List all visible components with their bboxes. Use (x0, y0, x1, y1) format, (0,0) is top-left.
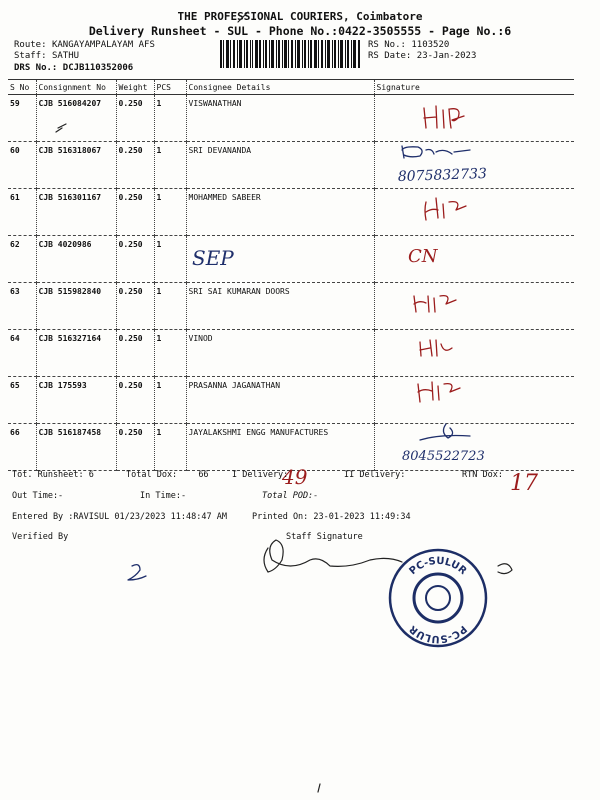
col-sno: S No (8, 80, 36, 95)
verifier-signature (128, 565, 146, 580)
cell-sno: 64 (8, 330, 36, 377)
stamp-text-bottom: PC-SULUR (407, 622, 469, 645)
cell-consignee: PRASANNA JAGANATHAN (186, 377, 374, 424)
total-pod: Total POD:- (262, 491, 319, 501)
rs-no-label: RS No.: (368, 40, 406, 50)
pc-sulur-stamp (386, 546, 490, 650)
cell-sno: 59 (8, 95, 36, 142)
handwritten-phone-row8: 8045522723 (402, 449, 485, 464)
cell-consignee: VISWANATHAN (186, 95, 374, 142)
cell-consignment: CJB 516301167 (36, 189, 116, 236)
cell-pcs: 1 (154, 189, 186, 236)
summary-tot-runsheet (12, 470, 94, 480)
staff-label: Staff: (14, 51, 47, 61)
total-dox-value: 66 (198, 470, 209, 480)
staff-signature-scribble (264, 540, 402, 572)
stray-mark (56, 124, 66, 132)
handwritten-signature-row6 (420, 340, 452, 356)
cell-sno: 65 (8, 377, 36, 424)
cell-consignee: VINOD (186, 330, 374, 377)
cell-consignment: CJB 516318067 (36, 142, 116, 189)
summary-rtn-dox: RTN Dox: (462, 470, 503, 480)
cell-pcs: 1 (154, 283, 186, 330)
entered-by: Entered By :RAVISUL 01/23/2023 11:48:47 AM (12, 512, 227, 522)
cell-pcs: 1 (154, 236, 186, 283)
handwritten-signature-row7 (418, 382, 460, 402)
verified-by: Verified By (12, 532, 69, 542)
cell-pcs: 1 (154, 330, 186, 377)
cell-sno: 62 (8, 236, 36, 283)
handwritten-rtn-dox: 17 (510, 471, 538, 496)
in-time: In Time:- (140, 491, 187, 501)
cell-sno: 61 (8, 189, 36, 236)
route-label: Route: (14, 40, 47, 50)
handwritten-phone-row2: 8075832733 (397, 165, 488, 185)
handwritten-signature-row3 (425, 198, 466, 220)
cell-weight: 0.250 (116, 236, 154, 283)
rs-no-value: 1103520 (411, 40, 450, 50)
cell-sno: 66 (8, 424, 36, 471)
stamp-text-top: PC-SULUR (407, 555, 469, 578)
stamp-scribble (498, 564, 512, 574)
route-value: KANGAYAMPALAYAM AFS (51, 40, 155, 50)
rs-date-value: 23-Jan-2023 (416, 51, 477, 61)
tot-runsheet-value: 6 (88, 470, 94, 480)
cell-weight: 0.250 (116, 424, 154, 471)
runsheet-subtitle: Delivery Runsheet - SUL - Phone No.:0422-3505555 - Page No.:6 (88, 24, 512, 38)
staff-signature-label: Staff Signature (286, 532, 363, 542)
staff-value: SATHU (51, 51, 80, 61)
cell-consignment: CJB 515982840 (36, 283, 116, 330)
cell-sno: 63 (8, 283, 36, 330)
drs-label: DRS No.: (14, 63, 58, 73)
total-dox-label: Total Dox: (126, 470, 178, 480)
tot-runsheet-label: Tot. Runsheet: (12, 470, 84, 480)
cell-consignment: CJB 4020986 (36, 236, 116, 283)
cell-consignment: CJB 516327164 (36, 330, 116, 377)
handwritten-signature-row8 (420, 424, 470, 440)
cell-consignee: SRI DEVANANDA (186, 142, 374, 189)
drs-value: DCJB110352006 (62, 63, 134, 73)
cell-weight: 0.250 (116, 142, 154, 189)
cell-consignee: SRI SAI KUMARAN DOORS (186, 283, 374, 330)
cell-consignment: CJB 175593 (36, 377, 116, 424)
cell-weight: 0.250 (116, 330, 154, 377)
summary-total-dox (126, 470, 209, 480)
cell-sno: 60 (8, 142, 36, 189)
cell-weight: 0.250 (116, 283, 154, 330)
out-time: Out Time:- (12, 491, 64, 501)
company-title: THE PROFESSIONAL COURIERS, Coimbatore (177, 10, 423, 23)
cell-consignee: MOHAMMED SABEER (186, 189, 374, 236)
cell-consignment: CJB 516187458 (36, 424, 116, 471)
handwritten-signature-row5 (414, 296, 456, 312)
col-weight: Weight (116, 80, 154, 95)
cell-weight: 0.250 (116, 189, 154, 236)
col-consignment: Consignment No (36, 80, 116, 95)
handwritten-signature-row4: CN (408, 246, 438, 267)
rs-date-label: RS Date: (368, 51, 412, 61)
cell-consignment: CJB 516084207 (36, 95, 116, 142)
col-pcs: PCS (154, 80, 186, 95)
cell-weight: 0.250 (116, 377, 154, 424)
cell-consignee: JAYALAKSHMI ENGG MANUFACTURES (186, 424, 374, 471)
handwritten-i-delivery: 49 (282, 465, 308, 489)
cell-pcs: 1 (154, 142, 186, 189)
printed-on: Printed On: 23-01-2023 11:49:34 (252, 512, 411, 522)
summary-i-delivery: I Delivery: (232, 470, 289, 480)
handwritten-signature-row1 (424, 106, 464, 128)
cell-pcs: 1 (154, 377, 186, 424)
handwritten-signature-row2 (402, 146, 470, 158)
col-consignee: Consignee Details (186, 80, 374, 95)
cell-weight: 0.250 (116, 95, 154, 142)
cell-pcs: 1 (154, 95, 186, 142)
handwritten-consignee-row4: SEP (192, 246, 234, 270)
col-signature: Signature (374, 80, 574, 95)
summary-ii-delivery: II Delivery: (344, 470, 406, 480)
stray-mark (238, 12, 248, 22)
stray-mark (318, 784, 320, 792)
cell-pcs: 1 (154, 424, 186, 471)
